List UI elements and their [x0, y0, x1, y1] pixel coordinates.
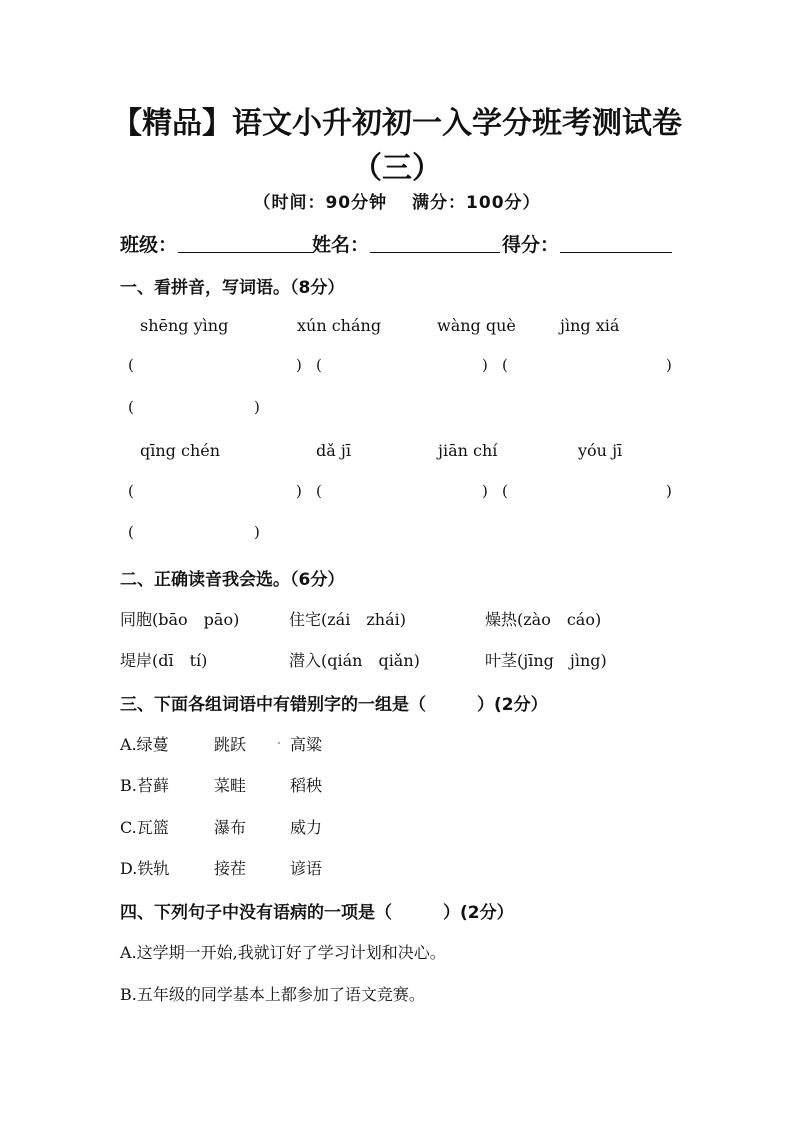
- option-word: 高粱: [290, 735, 323, 754]
- pinyin-item: xún cháng: [297, 316, 382, 335]
- reading-option[interactable]: 住宅(zái zhái): [289, 610, 406, 629]
- pinyin-item: jiān chí: [438, 441, 498, 460]
- answer-paren-close[interactable]: ): [482, 482, 488, 500]
- answer-paren-close[interactable]: ): [296, 356, 302, 374]
- pinyin-item: shēng yìng: [140, 316, 229, 335]
- pinyin-item: qīng chén: [140, 441, 221, 460]
- answer-paren-open[interactable]: (: [502, 356, 508, 374]
- stray-mark: [278, 742, 280, 744]
- answer-paren-open[interactable]: (: [316, 482, 322, 500]
- option-word: 跳跃: [214, 735, 247, 754]
- score-blank[interactable]: [560, 252, 672, 253]
- answer-paren-open[interactable]: (: [128, 356, 134, 374]
- exam-time-score: （时间：90分钟 满分：100分）: [253, 193, 541, 213]
- answer-paren-close[interactable]: ): [254, 523, 260, 541]
- sentence-option[interactable]: A.这学期一开始,我就订好了学习计划和决心。: [120, 943, 446, 962]
- class-label: 班级：: [120, 234, 178, 256]
- pinyin-item: jìng xiá: [560, 316, 620, 335]
- name-blank[interactable]: [370, 252, 500, 253]
- answer-paren-open[interactable]: (: [502, 482, 508, 500]
- option-word: 谚语: [290, 859, 323, 878]
- answer-paren-close[interactable]: ): [254, 398, 260, 416]
- reading-option[interactable]: 同胞(bāo pāo): [120, 610, 240, 629]
- option-word: 菜畦: [214, 776, 247, 795]
- section-4-heading: 四、下列句子中没有语病的一项是（ ）(2分）: [120, 903, 514, 923]
- option-word: 稻秧: [290, 776, 323, 795]
- answer-paren-open[interactable]: (: [316, 356, 322, 374]
- reading-option[interactable]: 堤岸(dī tí): [120, 651, 208, 670]
- option-word: 瀑布: [214, 818, 247, 837]
- option-label[interactable]: D.铁轨: [120, 859, 170, 878]
- pinyin-item: wàng què: [437, 316, 516, 335]
- answer-paren-open[interactable]: (: [128, 482, 134, 500]
- section-3-heading: 三、下面各组词语中有错别字的一组是（ ）(2分）: [120, 695, 548, 715]
- option-label[interactable]: B.苔藓: [120, 776, 169, 795]
- section-2-heading: 二、正确读音我会选。（6分）: [120, 570, 345, 590]
- page-title-part2: （三）: [352, 151, 442, 186]
- page-title: 【精品】语文小升初初一入学分班考测试卷: [112, 106, 682, 141]
- option-label[interactable]: C.瓦篮: [120, 818, 169, 837]
- class-blank[interactable]: [178, 252, 314, 253]
- reading-option[interactable]: 燥热(zào cáo): [485, 610, 602, 629]
- answer-paren-close[interactable]: ): [482, 356, 488, 374]
- section-1-heading: 一、看拼音，写词语。（8分）: [120, 278, 345, 298]
- answer-paren-close[interactable]: ): [666, 482, 672, 500]
- answer-paren-open[interactable]: (: [128, 398, 134, 416]
- option-label[interactable]: A.绿蔓: [120, 735, 169, 754]
- answer-paren-open[interactable]: (: [128, 523, 134, 541]
- answer-paren-close[interactable]: ): [666, 356, 672, 374]
- option-word: 接茬: [214, 859, 247, 878]
- score-label: 得分：: [502, 234, 560, 256]
- option-word: 威力: [290, 818, 323, 837]
- sentence-option[interactable]: B.五年级的同学基本上都参加了语文竞赛。: [120, 985, 425, 1004]
- student-info-row: [120, 230, 672, 256]
- pinyin-item: yóu jī: [578, 441, 623, 460]
- reading-option[interactable]: 潜入(qián qiǎn): [289, 651, 420, 670]
- name-label: 姓名：: [312, 234, 370, 256]
- pinyin-item: dǎ jī: [316, 441, 351, 460]
- answer-paren-close[interactable]: ): [296, 482, 302, 500]
- reading-option[interactable]: 叶茎(jīng jìng): [485, 651, 607, 670]
